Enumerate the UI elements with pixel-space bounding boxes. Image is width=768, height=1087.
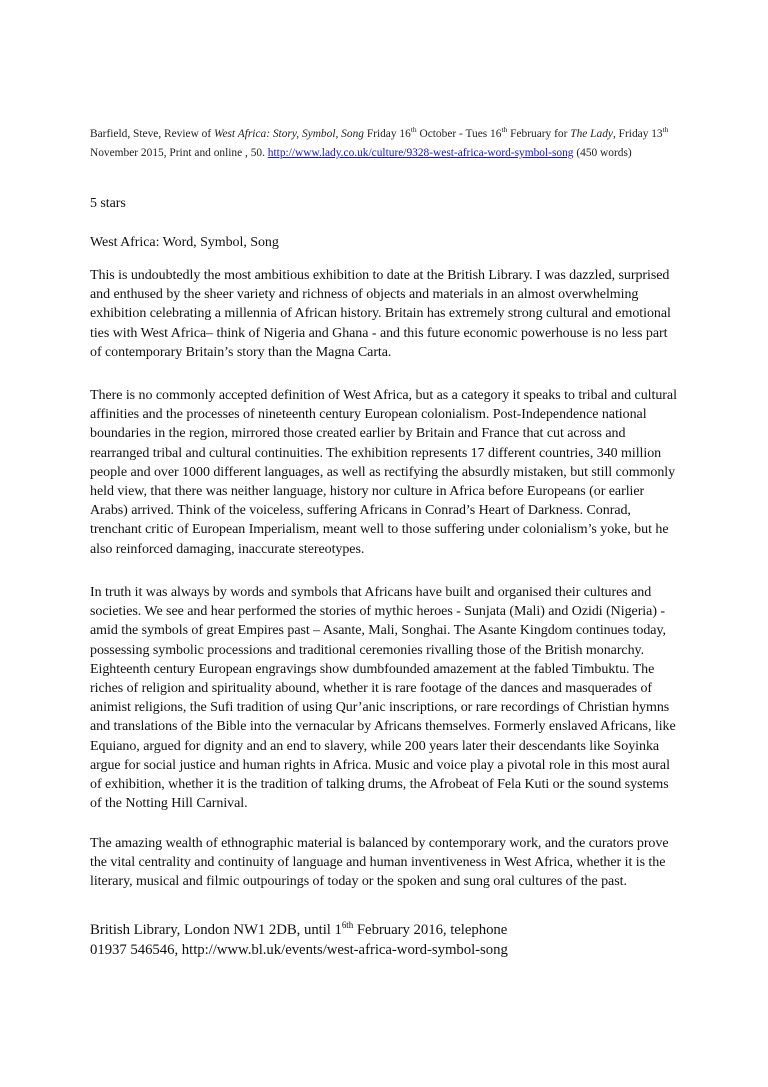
venue-info (90, 920, 680, 960)
exhibition-title: West Africa: Story, Symbol, Song (214, 128, 364, 140)
venue-line-1: British Library, London NW1 2DB, until 1 (90, 922, 342, 938)
review-paragraph-2: There is no commonly accepted definition of West Africa, but as a category it speaks to tribal and cultural affinities and the processes of nineteenth century European colonialism. Post-Independence national boundaries in the region, mirrored those created earlier by Britain and France that cut across and rearranged tribal and cultural continuities. The exhibition represents 17 different countries, 340 million people and over 1000 different languages, as well as rectifying the absurdly mistaken, but still commonly held view, that there was neither language, history nor culture in Africa before Europeans (or earlier Arabs) arrived. Think of the voiceless, suffering Africans in Conrad’s Heart of Darkness. Conrad, trenchant critic of European Imperialism, meant well to those suffering under colonialism’s yoke, but he also reinforced damaging, inaccurate stereotypes. (90, 388, 677, 557)
citation-link[interactable]: http://www.lady.co.uk/culture/9328-west-africa-word-symbol-song (267, 147, 574, 159)
word-count: (450 words) (573, 147, 632, 159)
ordinal-suffix: 6th (341, 920, 354, 931)
citation-text: Barfield, Steve, Review of (90, 128, 214, 140)
citation-text: February for (507, 128, 571, 140)
magazine-title: The Lady (570, 128, 613, 140)
review-heading: West Africa: Word, Symbol, Song (90, 235, 279, 250)
citation-text: , Friday 13 (612, 128, 663, 140)
citation-text: November 2015, Print and online , 50. (90, 147, 268, 159)
ordinal-suffix: th (662, 125, 669, 135)
citation-text: Friday 16 (363, 128, 411, 140)
citation-text: October - Tues 16 (416, 128, 502, 140)
review-paragraph-4: The amazing wealth of ethnographic material is balanced by contemporary work, and the curators prove the vital centrality and continuity of language and human inventiveness in West Africa, whether it is the literary, musical and filmic outpourings of today or the spoken and sung oral cultures of the past. (90, 836, 669, 890)
citation (90, 125, 670, 163)
star-rating: 5 stars (90, 196, 126, 211)
review-paragraph-1: This is undoubtedly the most ambitious exhibition to date at the British Library. I was dazzled, surprised and enthused by the sheer variety and richness of objects and materials in an almost overwhelming exhibition celebrating a millennia of African history. Britain has extremely strong cultural and emotional ties with West Africa– think of Nigeria and Ghana - and this future economic powerhouse is no less part of contemporary Britain’s story than the Magna Carta. (90, 268, 671, 360)
ordinal-suffix: th (410, 125, 417, 135)
venue-line-2: 01937 546546, http://www.bl.uk/events/west-africa-word-symbol-song (90, 942, 508, 958)
venue-line-1-end: February 2016, telephone (353, 922, 508, 938)
review-paragraph-3: In truth it was always by words and symbols that Africans have built and organised their cultures and societies. We see and hear performed the stories of mythic heroes - Sunjata (Mali) and Ozidi (Nigeria) - amid the symbols of great Empires past – Asante, Mali, Songhai. The Asante Kingdom continues today, possessing symbolic processions and traditional ceremonies rivalling those of the British monarchy. Eighteenth century European engravings show dumbfounded amazement at the fabled Timbuktu. The riches of religion and spirituality abound, whether it is rare footage of the dances and masquerades of animist religions, the Sufi tradition of using Qur’anic inscriptions, or rare recordings of Christian hymns and translations of the Bible into the vernacular by Africans themselves. Formerly enslaved Africans, like Equiano, argued for dignity and an end to slavery, while 200 years later their descendants like Soyinka argue for social justice and human rights in Africa. Music and voice play a pivotal role in this most aural of exhibition, whether it is the tradition of talking drums, the Afrobeat of Fela Kuti or the sound systems of the Notting Hill Carnival. (90, 585, 676, 812)
ordinal-suffix: th (501, 125, 508, 135)
